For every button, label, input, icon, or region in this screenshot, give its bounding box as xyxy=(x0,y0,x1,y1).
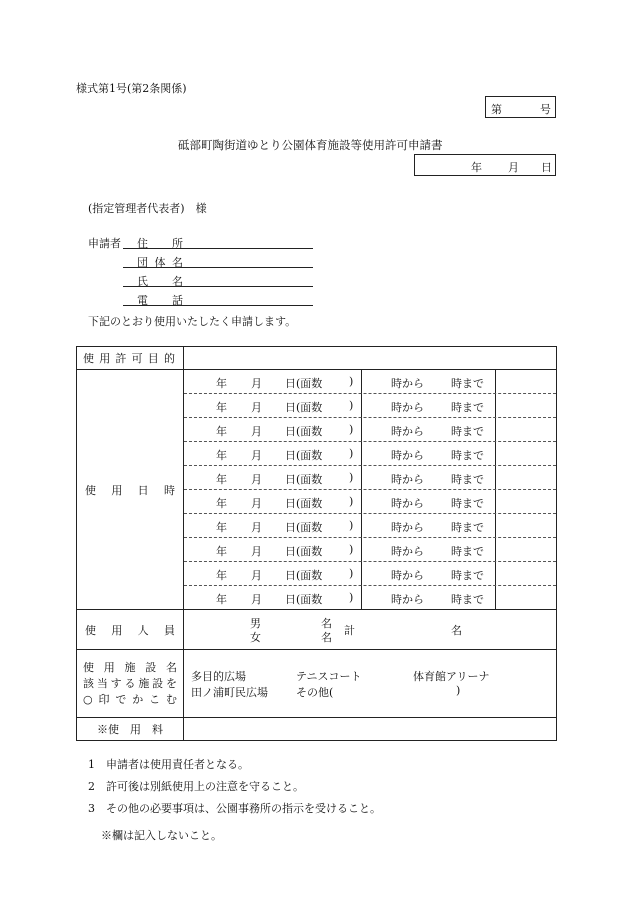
note-item: 3 その他の必要事項は、公園事務所の指示を受けること。 xyxy=(88,802,381,815)
facility-option-tanoura-plaza[interactable]: 田ノ浦町民広場 xyxy=(191,686,268,699)
note-item: 2 許可後は別紙使用上の注意を守ること。 xyxy=(88,780,304,793)
total-label: 計 xyxy=(344,624,355,637)
footer-note: ※欄は記入しないこと。 xyxy=(101,829,222,842)
datetime-slot-row[interactable]: 年 月 日(面数 ) 時から 時まで xyxy=(184,490,556,514)
form-number: 様式第1号(第2条関係) xyxy=(76,82,187,95)
document-number-box[interactable] xyxy=(485,96,556,118)
date-day-label: 日 xyxy=(541,161,552,174)
facility-option-gym-arena[interactable]: 体育館アリーナ xyxy=(413,670,490,683)
fee-field[interactable] xyxy=(184,718,557,741)
fee-label: ※使 用 料 xyxy=(77,718,184,741)
phone-field[interactable] xyxy=(123,305,313,306)
document-number-suffix: 号 xyxy=(540,103,551,116)
facility-option-multipurpose[interactable]: 多目的広場 xyxy=(191,670,246,683)
applicant-prefix: 申請者 xyxy=(88,237,121,250)
facility-option-tennis[interactable]: テニスコート xyxy=(296,670,362,683)
datetime-row xyxy=(77,370,557,610)
datetime-slot-row[interactable]: 年 月 日(面数 ) 時から 時まで xyxy=(184,394,556,418)
fee-row xyxy=(77,718,557,741)
total-unit: 名 xyxy=(451,624,462,637)
datetime-rows xyxy=(184,370,556,609)
facility-option-other[interactable]: その他( xyxy=(296,686,334,699)
datetime-slot-row[interactable]: 年 月 日(面数 ) 時から 時まで xyxy=(184,370,556,394)
datetime-slot-row[interactable]: 年 月 日(面数 ) 時から 時まで xyxy=(184,538,556,562)
datetime-slot-row[interactable]: 年 月 日(面数 ) 時から 時まで xyxy=(184,562,556,586)
group-name-label: 団 体 名 xyxy=(137,256,183,269)
facility-label: 使 用 施 設 名 該 当 す る 施 設 を ○ 印 で か こ む xyxy=(77,650,184,718)
date-month-label: 月 xyxy=(508,161,519,174)
group-name-field[interactable] xyxy=(123,267,313,268)
notes-list xyxy=(88,754,381,820)
document-number-prefix: 第 xyxy=(491,103,502,116)
facility-option-other-close: ) xyxy=(456,684,461,697)
datetime-slot-row[interactable]: 年 月 日(面数 ) 時から 時まで xyxy=(184,514,556,538)
datetime-slot-row[interactable]: 年 月 日(面数 ) 時から 時まで xyxy=(184,442,556,466)
facility-options xyxy=(184,650,557,718)
datetime-slot-row[interactable]: 年 月 日(面数 ) 時から 時まで xyxy=(216,591,484,606)
datetime-slot-row[interactable]: 年 月 日(面数 ) 時から 時まで xyxy=(184,466,556,490)
application-table xyxy=(76,346,557,741)
datetime-slot-row[interactable]: 年 月 日(面数 ) 時から 時まで xyxy=(184,418,556,442)
datetime-label: 使 用 日 時 xyxy=(77,370,184,610)
users-field[interactable] xyxy=(184,610,557,650)
request-text: 下記のとおり使用いたしたく申請します。 xyxy=(88,315,297,328)
purpose-row xyxy=(77,347,557,370)
name-field[interactable] xyxy=(123,286,313,287)
datetime-grid xyxy=(184,370,557,610)
users-label: 使 用 人 員 xyxy=(77,610,184,650)
address-field[interactable] xyxy=(123,248,313,249)
date-year-label: 年 xyxy=(471,161,482,174)
phone-label: 電 話 xyxy=(137,294,183,307)
purpose-label: 使 用 許 可 目 的 xyxy=(77,347,184,370)
name-label: 氏 名 xyxy=(137,275,183,288)
facility-row xyxy=(77,650,557,718)
addressee: (指定管理者代表者) 様 xyxy=(88,202,207,215)
application-date-box[interactable] xyxy=(414,154,556,176)
female-label: 女 xyxy=(250,631,261,644)
female-unit: 名 xyxy=(321,631,332,644)
address-label: 住 所 xyxy=(137,237,183,250)
note-item: 1 申請者は使用責任者となる。 xyxy=(88,758,249,771)
male-label: 男 xyxy=(250,617,261,630)
page-title: 砥部町陶街道ゆとり公園体育施設等使用許可申請書 xyxy=(178,138,443,152)
purpose-field[interactable] xyxy=(184,347,557,370)
users-row xyxy=(77,610,557,650)
male-unit: 名 xyxy=(321,617,332,630)
